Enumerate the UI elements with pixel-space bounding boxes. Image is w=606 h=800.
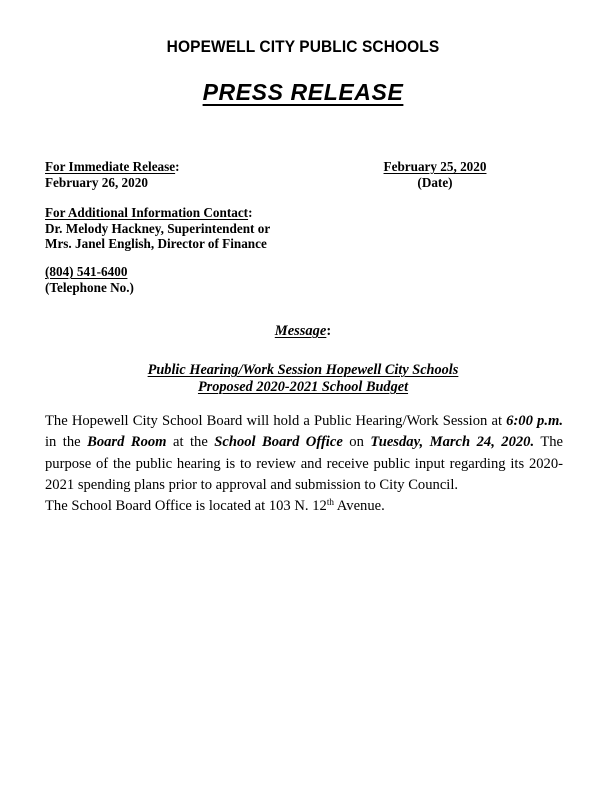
document-type-text: PRESS RELEASE bbox=[202, 79, 404, 105]
contact-heading: For Additional Information Contact bbox=[45, 205, 249, 220]
body-segment-in-the: in the bbox=[45, 434, 88, 451]
subject-line-1: Public Hearing/Work Session Hopewell City Schools bbox=[147, 362, 459, 378]
message-heading-text: Message bbox=[274, 323, 327, 339]
release-label-colon: : bbox=[175, 159, 180, 174]
release-label-line bbox=[45, 159, 180, 175]
body-last-line bbox=[45, 496, 563, 517]
telephone-number: (804) 541-6400 bbox=[45, 264, 128, 279]
body-emphasis-room: Board Room bbox=[87, 434, 167, 451]
contact-block bbox=[45, 205, 270, 252]
message-heading-colon: : bbox=[326, 323, 332, 339]
body-emphasis-time: 6:00 p.m. bbox=[506, 413, 563, 429]
dateline-date-line bbox=[355, 159, 515, 175]
release-label-block bbox=[45, 159, 180, 190]
body-ordinal-suffix: th bbox=[326, 497, 334, 508]
body-segment-intro: The Hopewell City School Board will hold a Public Hearing/Work Session at bbox=[45, 413, 507, 429]
body-emphasis-office: School Board Office bbox=[214, 434, 343, 451]
release-date: February 26, 2020 bbox=[45, 174, 148, 190]
body-emphasis-date: Tuesday, March 24, 2020. bbox=[370, 434, 535, 451]
subject-line-1-row bbox=[0, 362, 606, 379]
body-paragraph bbox=[45, 411, 563, 517]
body-segment-at-the: at the bbox=[166, 434, 215, 451]
dateline-date: February 25, 2020 bbox=[383, 159, 487, 174]
organization-title: HOPEWELL CITY PUBLIC SCHOOLS bbox=[166, 38, 440, 56]
body-segment-purpose: The purpose of the public hearing is to review and receive public input regarding its 2020-2021 spending plans prior to approval and submission to City Council. bbox=[45, 434, 564, 493]
dateline-caption: (Date) bbox=[417, 174, 453, 190]
telephone-block bbox=[45, 264, 134, 295]
contact-person-1: Dr. Melody Hackney, Superintendent or bbox=[45, 220, 271, 236]
subject-line-2-row bbox=[0, 379, 606, 396]
release-label: For Immediate Release bbox=[45, 159, 176, 174]
contact-heading-line bbox=[45, 205, 270, 221]
body-segment-avenue: Avenue. bbox=[333, 498, 385, 515]
telephone-number-line bbox=[45, 264, 134, 280]
contact-heading-colon: : bbox=[248, 205, 253, 220]
body-segment-address: The School Board Office is located at 103 N. 12 bbox=[45, 498, 327, 515]
dateline-block bbox=[355, 159, 515, 190]
telephone-caption: (Telephone No.) bbox=[45, 279, 134, 295]
body-segment-on: on bbox=[342, 434, 371, 451]
subject-line-2: Proposed 2020-2021 School Budget bbox=[197, 379, 409, 395]
contact-person-2: Mrs. Janel English, Director of Finance bbox=[45, 236, 267, 252]
message-heading bbox=[0, 322, 606, 340]
document-type-heading bbox=[0, 79, 606, 106]
